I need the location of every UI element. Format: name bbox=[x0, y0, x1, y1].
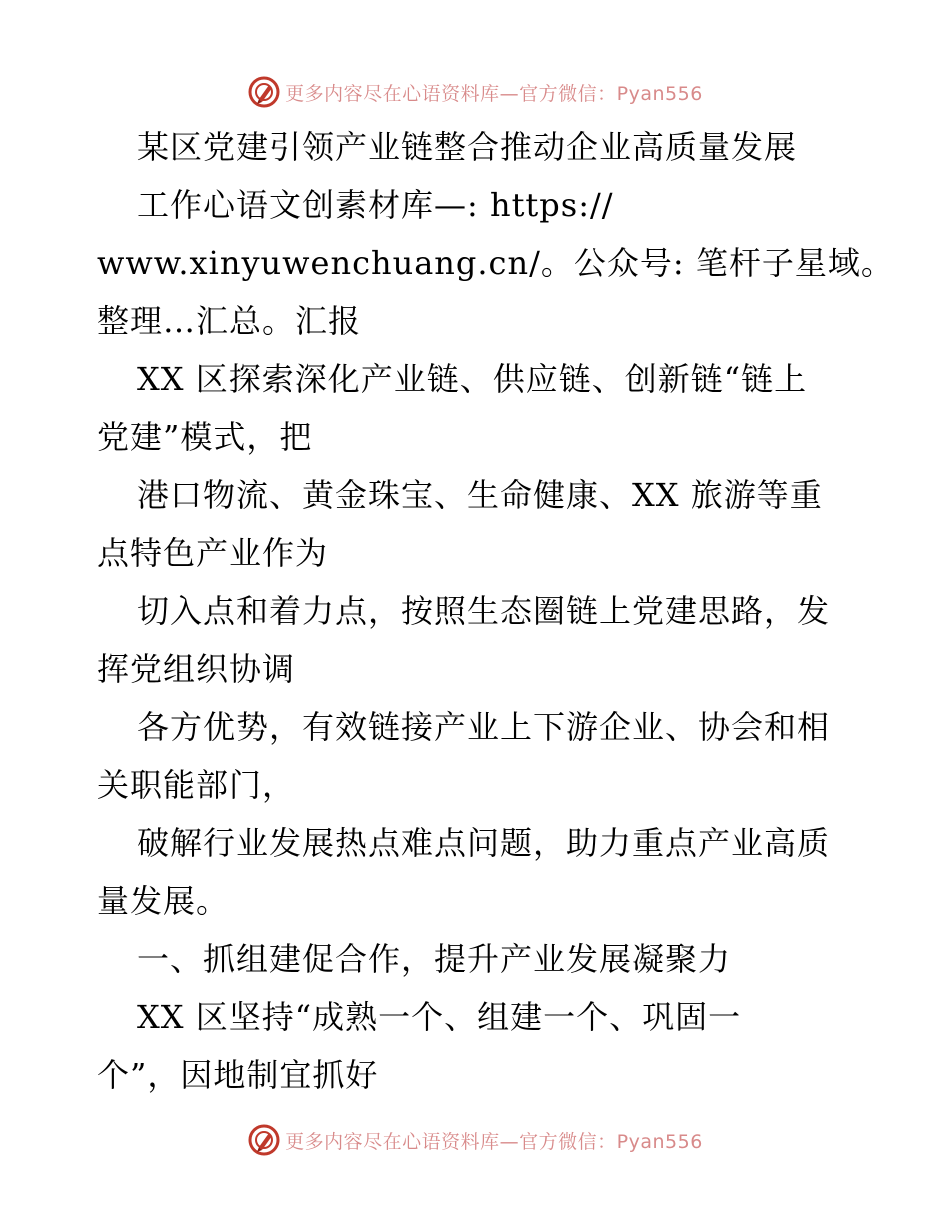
document-line: 工作心语文创素材库—: https:// bbox=[137, 186, 614, 224]
pen-logo-icon bbox=[247, 1123, 281, 1157]
document-line: 关职能部门， bbox=[97, 766, 296, 804]
document-line: 各方优势，有效链接产业上下游企业、协会和相 bbox=[137, 708, 831, 746]
document-title: 某区党建引领产业链整合推动企业高质量发展 bbox=[137, 128, 798, 166]
document-line: 量发展。 bbox=[97, 882, 230, 920]
document-line: 港口物流、黄金珠宝、生命健康、XX 旅游等重 bbox=[137, 476, 823, 514]
document-line: 党建”模式，把 bbox=[97, 418, 313, 456]
document-line: 挥党组织协调 bbox=[97, 650, 296, 688]
header-banner-text: 更多内容尽在心语资料库—官方微信：Pyan556 bbox=[285, 82, 703, 105]
document-line: www.xinyuwenchuang.cn/。公众号: 笔杆子星域。 bbox=[97, 244, 894, 282]
document-line: 个”，因地制宜抓好 bbox=[97, 1056, 379, 1094]
pen-logo-icon bbox=[247, 75, 281, 109]
footer-banner-text: 更多内容尽在心语资料库—官方微信：Pyan556 bbox=[285, 1130, 703, 1153]
document-line: 切入点和着力点，按照生态圈链上党建思路，发 bbox=[137, 592, 831, 630]
document-line: XX 区探索深化产业链、供应链、创新链“链上 bbox=[137, 360, 808, 398]
document-line: 整理…汇总。汇报 bbox=[97, 302, 362, 340]
document-line: 点特色产业作为 bbox=[97, 534, 329, 572]
header-banner bbox=[0, 72, 950, 112]
document-line: 破解行业发展热点难点问题，助力重点产业高质 bbox=[137, 824, 831, 862]
document-line: XX 区坚持“成熟一个、组建一个、巩固一 bbox=[137, 998, 742, 1036]
document-body bbox=[97, 118, 894, 1104]
section-heading: 一、抓组建促合作，提升产业发展凝聚力 bbox=[137, 940, 732, 978]
footer-banner bbox=[0, 1120, 950, 1160]
